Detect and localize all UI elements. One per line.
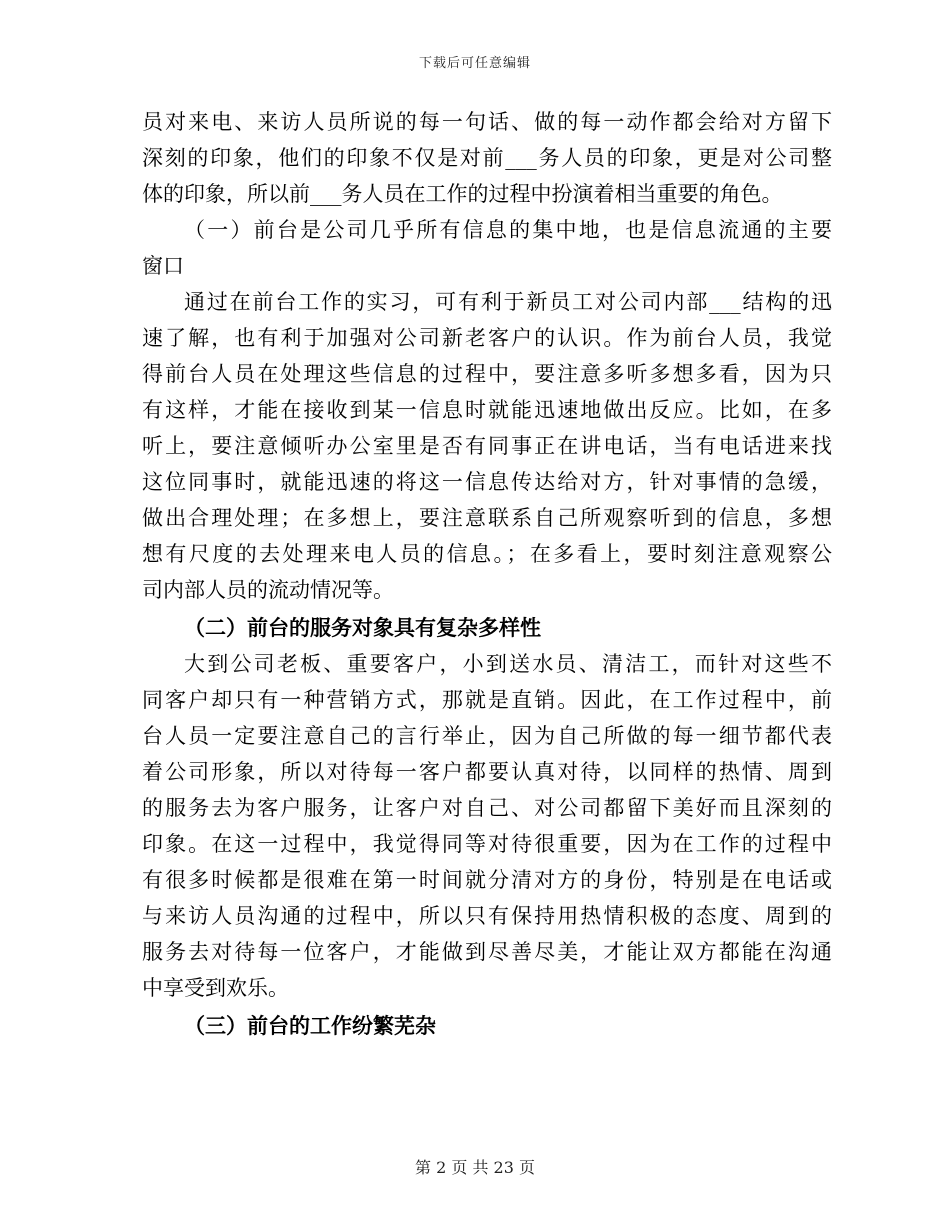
text-line: 深刻的印象，他们的印象不仅是对前___务人员的印象，更是对公司整 [142,146,832,170]
text-line: 服务去对待每一位客户，才能做到尽善尽美，才能让双方都能在沟通 [142,940,832,964]
text-line: 有这样，才能在接收到某一信息时就能迅速地做出反应。比如，在多 [142,398,832,422]
text-line: 员对来电、来访人员所说的每一句话、做的每一动作都会给对方留下 [142,110,832,134]
text-line: 窗口 [142,254,184,278]
text-line: 司内部人员的流动情况等。 [142,578,394,602]
text-line: 这位同事时，就能迅速的将这一信息传达给对方，针对事情的急缓， [142,470,832,494]
text-line: 与来访人员沟通的过程中，所以只有保持用热情积极的态度、周到的 [142,904,832,928]
page-footer: 第 2 页 共 23 页 [415,1158,535,1177]
paragraph [142,284,832,608]
section-heading-2: （二）前台的服务对象具有复杂多样性 [184,615,541,640]
text-line: 速了解，也有利于加强对公司新老客户的认识。作为前台人员，我觉 [142,326,832,350]
text-line: 印象。在这一过程中，我觉得同等对待很重要，因为在工作的过程中 [142,832,832,856]
text-line: 做出合理处理；在多想上，要注意联系自己所观察听到的信息，多想 [142,506,832,530]
text-line: 大到公司老板、重要客户，小到送水员、清洁工，而针对这些不 [184,652,832,676]
text-line: 有很多时候都是很难在第一时间就分清对方的身份，特别是在电话或 [142,868,832,892]
paragraph [142,646,832,1006]
text-line: 得前台人员在处理这些信息的过程中，要注意多听多想多看，因为只 [142,362,832,386]
text-line: 体的印象，所以前___务人员在工作的过程中扮演着相当重要的角色。 [142,182,783,206]
text-line: 着公司形象，所以对待每一客户都要认真对待，以同样的热情、周到 [142,760,832,784]
text-line: 想有尺度的去处理来电人员的信息。；在多看上，要时刻注意观察公 [142,542,832,566]
text-line: 中享受到欢乐。 [142,976,289,1000]
text-line: 台人员一定要注意自己的言行举止，因为自己所做的每一细节都代表 [142,724,832,748]
document-body [142,104,832,1044]
text-line: 的服务去为客户服务，让客户对自己、对公司都留下美好而且深刻的 [142,796,832,820]
section-heading-3: （三）前台的工作纷繁芜杂 [184,1013,436,1038]
text-line: 通过在前台工作的实习，可有利于新员工对公司内部___结构的迅 [184,290,832,314]
paragraph [142,104,832,212]
text-line: 听上，要注意倾听办公室里是否有同事正在讲电话，当有电话进来找 [142,434,832,458]
text-line: 同客户却只有一种营销方式，那就是直销。因此，在工作过程中，前 [142,688,832,712]
page-header: 下载后可任意编辑 [418,56,531,71]
text-line: （一）前台是公司几乎所有信息的集中地，也是信息流通的主要 [184,218,832,242]
section-heading-1 [142,212,832,284]
